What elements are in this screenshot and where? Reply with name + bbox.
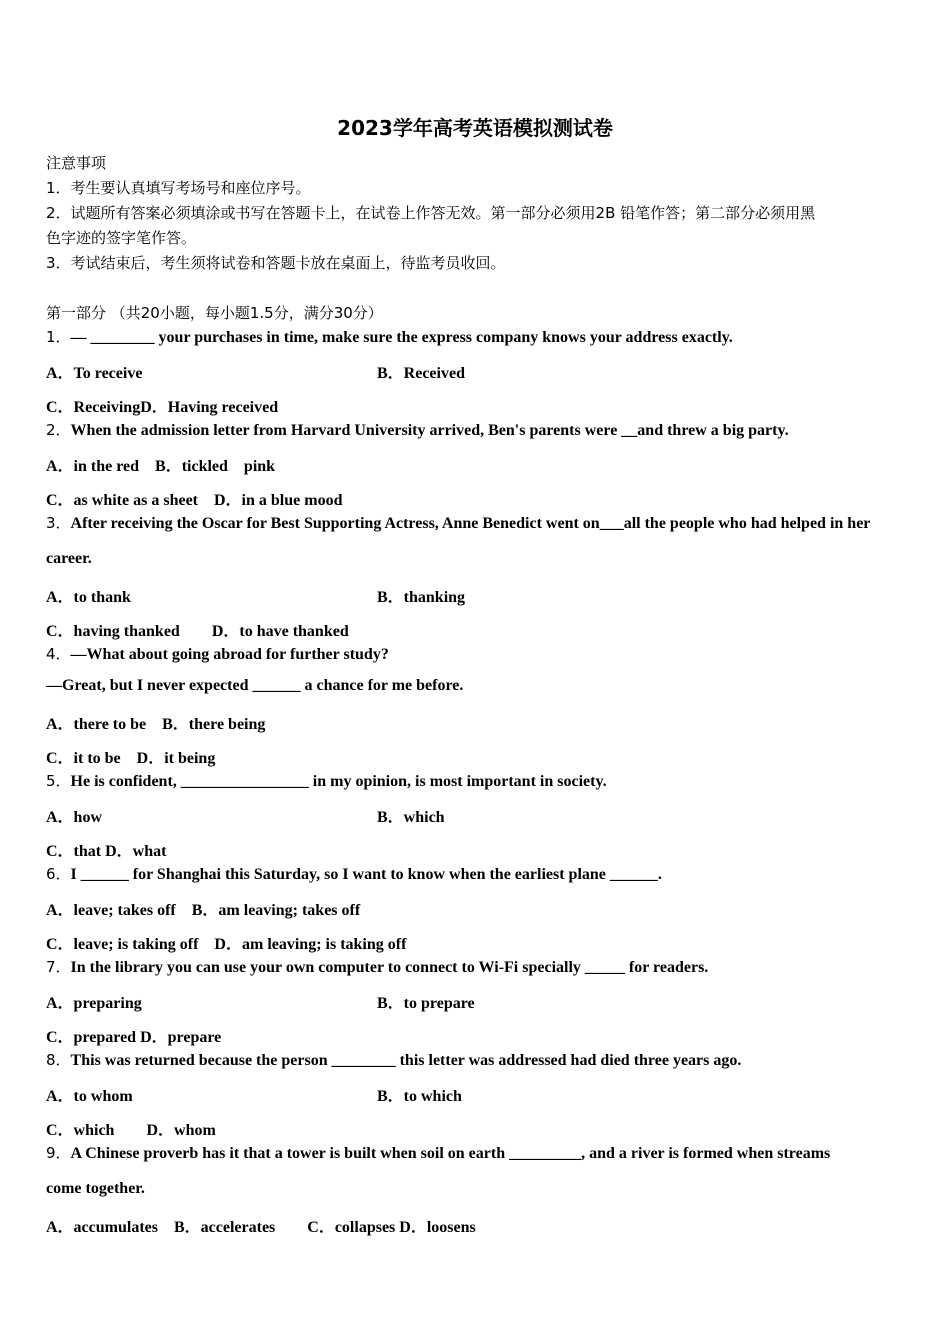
question-text: —What about going abroad for further study? <box>70 646 389 663</box>
question-5-option-a: A．how <box>46 809 103 826</box>
question-8-stem <box>46 1049 741 1070</box>
question-number: 2． <box>46 421 71 439</box>
question-7-stem <box>46 956 708 977</box>
question-2-stem <box>46 419 789 440</box>
question-7-option-a: A．preparing <box>46 995 142 1012</box>
question-1-stem <box>46 326 733 347</box>
question-number: 3． <box>46 514 71 532</box>
question-3-stem-cont: career. <box>46 550 92 567</box>
question-number: 9． <box>46 1144 71 1162</box>
question-1-options-cd: C．ReceivingD．Having received <box>46 399 279 416</box>
question-text: I ______ for Shanghai this Saturday, so I want to know when the earliest plane ______. <box>70 866 662 883</box>
question-4-options-ab: A．there to be B．there being <box>46 716 266 733</box>
question-3-options-cd: C．having thanked D．to have thanked <box>46 623 349 640</box>
question-number: 5． <box>46 772 71 790</box>
question-text: When the admission letter from Harvard University arrived, Ben's parents were __and threw a big party. <box>70 422 789 439</box>
question-number: 1． <box>46 328 71 346</box>
question-3-option-b: B．thanking <box>377 589 466 606</box>
question-4-stem-cont: —Great, but I never expected ______ a chance for me before. <box>46 677 464 694</box>
notice-item-2: 2．试题所有答案必须填涂或书写在答题卡上，在试卷上作答无效。第一部分必须用2B 铅笔作答；第二部分必须用黑 <box>46 204 816 222</box>
notice-item-2-cont: 色字迹的签字笔作答。 <box>46 229 197 247</box>
section-heading: 第一部分 （共20小题，每小题1.5分，满分30分） <box>46 304 383 322</box>
question-4-stem <box>46 643 389 664</box>
question-number: 7． <box>46 958 71 976</box>
question-7-options-cd: C．prepared D．prepare <box>46 1029 222 1046</box>
question-3-option-a: A．to thank <box>46 589 131 606</box>
question-1-option-a: A．To receive <box>46 365 143 382</box>
question-5-options-cd: C．that D．what <box>46 843 167 860</box>
question-text: A Chinese proverb has it that a tower is built when soil on earth _________, and a river is formed when streams <box>70 1145 831 1162</box>
question-6-options-ab: A．leave; takes off B．am leaving; takes off <box>46 902 361 919</box>
question-6-options-cd: C．leave; is taking off D．am leaving; is taking off <box>46 936 407 953</box>
question-number: 4． <box>46 645 71 663</box>
question-7-option-b: B．to prepare <box>377 995 475 1012</box>
question-9-options: A．accumulates B．accelerates C．collapses D．loosens <box>46 1219 476 1236</box>
exam-title: 2023学年高考英语模拟测试卷 <box>337 116 613 140</box>
question-text: After receiving the Oscar for Best Supporting Actress, Anne Benedict went on___all the people who had helped in her <box>70 515 871 532</box>
question-8-options-cd: C．which D．whom <box>46 1122 216 1139</box>
question-text: — ________ your purchases in time, make sure the express company knows your address exactly. <box>70 329 733 346</box>
question-number: 8． <box>46 1051 71 1069</box>
question-2-options-ab: A．in the red B．tickled pink <box>46 458 276 475</box>
question-text: He is confident, ________________ in my opinion, is most important in society. <box>70 773 607 790</box>
question-1-option-b: B．Received <box>377 365 465 382</box>
question-4-options-cd: C．it to be D．it being <box>46 750 216 767</box>
question-text: In the library you can use your own computer to connect to Wi-Fi specially _____ for readers. <box>70 959 709 976</box>
question-3-stem <box>46 512 870 533</box>
notice-item-3: 3．考试结束后，考生须将试卷和答题卡放在桌面上，待监考员收回。 <box>46 254 506 272</box>
question-5-stem <box>46 770 607 791</box>
question-text: This was returned because the person ________ this letter was addressed had died three years ago. <box>70 1052 742 1069</box>
question-8-option-b: B．to which <box>377 1088 462 1105</box>
question-9-stem <box>46 1142 830 1163</box>
question-number: 6． <box>46 865 71 883</box>
question-2-options-cd: C．as white as a sheet D．in a blue mood <box>46 492 343 509</box>
notice-item-1: 1．考生要认真填写考场号和座位序号。 <box>46 179 311 197</box>
question-9-stem-cont: come together. <box>46 1180 145 1197</box>
question-6-stem <box>46 863 662 884</box>
notice-heading: 注意事项 <box>46 154 107 172</box>
question-5-option-b: B．which <box>377 809 445 826</box>
question-8-option-a: A．to whom <box>46 1088 133 1105</box>
